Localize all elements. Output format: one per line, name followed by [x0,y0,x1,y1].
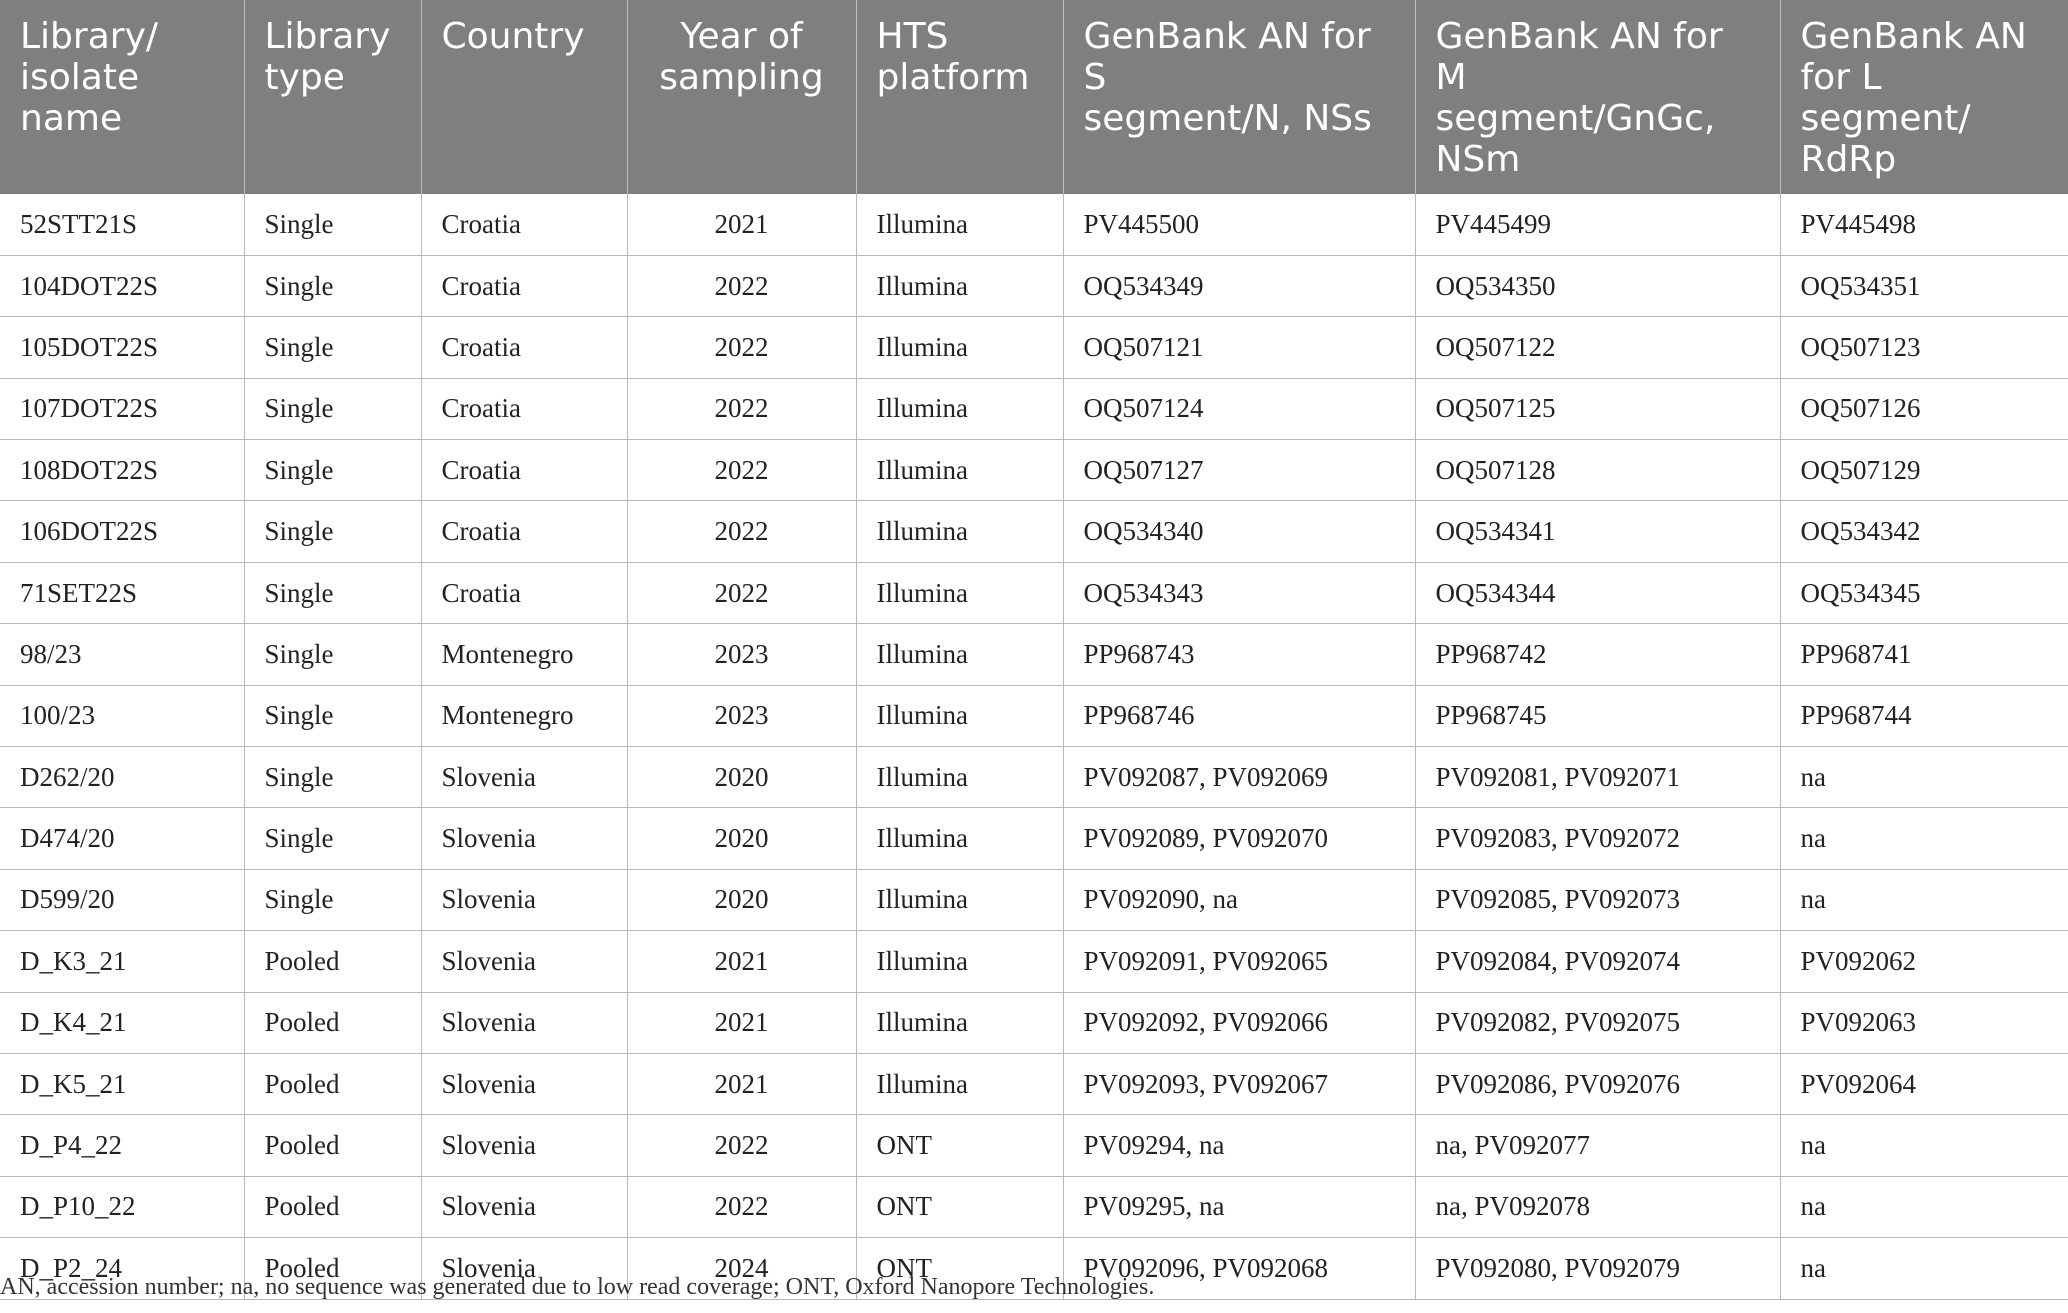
cell-library-name: 105DOT22S [0,317,244,378]
cell-s-segment-an: OQ534343 [1063,562,1415,623]
cell-platform: Illumina [856,624,1063,685]
cell-year: 2022 [627,317,856,378]
cell-platform: Illumina [856,194,1063,255]
cell-library-type: Single [244,747,421,808]
cell-s-segment-an: PV092087, PV092069 [1063,747,1415,808]
cell-m-segment-an: OQ507125 [1415,378,1780,439]
header-genbank-s-segment: GenBank AN for S segment/N, NSs [1063,0,1415,194]
cell-country: Slovenia [421,808,627,869]
cell-library-name: D_K3_21 [0,931,244,992]
cell-year: 2024 [627,1238,856,1299]
cell-l-segment-an: na [1780,1238,2068,1299]
cell-country: Croatia [421,255,627,316]
cell-library-name: D474/20 [0,808,244,869]
header-genbank-l-segment: GenBank AN for L segment/ RdRp [1780,0,2068,194]
cell-platform: Illumina [856,440,1063,501]
cell-s-segment-an: OQ507121 [1063,317,1415,378]
cell-m-segment-an: OQ534344 [1415,562,1780,623]
cell-year: 2020 [627,747,856,808]
cell-library-type: Single [244,562,421,623]
table-row [0,992,2068,1053]
cell-year: 2021 [627,194,856,255]
cell-l-segment-an: PV092064 [1780,1053,2068,1114]
table-row [0,1115,2068,1176]
cell-m-segment-an: PV092086, PV092076 [1415,1053,1780,1114]
cell-library-name: 106DOT22S [0,501,244,562]
cell-country: Croatia [421,501,627,562]
header-library-isolate-name: Library/ isolate name [0,0,244,194]
cell-library-name: 52STT21S [0,194,244,255]
cell-library-name: D_P2_24 [0,1238,244,1299]
cell-l-segment-an: OQ534345 [1780,562,2068,623]
cell-s-segment-an: PV09294, na [1063,1115,1415,1176]
cell-library-name: D_P10_22 [0,1176,244,1237]
cell-m-segment-an: PV092081, PV092071 [1415,747,1780,808]
cell-year: 2022 [627,1176,856,1237]
table-row [0,194,2068,255]
cell-library-type: Single [244,317,421,378]
cell-year: 2022 [627,562,856,623]
header-library-type: Library type [244,0,421,194]
header-country: Country [421,0,627,194]
cell-s-segment-an: PP968746 [1063,685,1415,746]
cell-platform: Illumina [856,1053,1063,1114]
header-row [0,0,2068,194]
cell-m-segment-an: OQ534350 [1415,255,1780,316]
table-row [0,808,2068,869]
cell-m-segment-an: PV092083, PV092072 [1415,808,1780,869]
cell-country: Croatia [421,378,627,439]
cell-m-segment-an: PV092084, PV092074 [1415,931,1780,992]
header-genbank-m-segment: GenBank AN for M segment/GnGc, NSm [1415,0,1780,194]
cell-m-segment-an: PP968745 [1415,685,1780,746]
cell-platform: Illumina [856,501,1063,562]
cell-library-type: Single [244,378,421,439]
cell-country: Montenegro [421,624,627,685]
cell-l-segment-an: OQ534342 [1780,501,2068,562]
table-row [0,317,2068,378]
cell-m-segment-an: PV092082, PV092075 [1415,992,1780,1053]
table-row [0,440,2068,501]
cell-library-type: Single [244,869,421,930]
cell-platform: ONT [856,1238,1063,1299]
cell-s-segment-an: PP968743 [1063,624,1415,685]
cell-s-segment-an: PV09295, na [1063,1176,1415,1237]
cell-year: 2021 [627,992,856,1053]
cell-year: 2022 [627,1115,856,1176]
cell-library-name: 108DOT22S [0,440,244,501]
cell-m-segment-an: OQ534341 [1415,501,1780,562]
cell-library-type: Pooled [244,1176,421,1237]
cell-library-name: D_K4_21 [0,992,244,1053]
cell-library-type: Single [244,440,421,501]
cell-year: 2020 [627,869,856,930]
cell-platform: Illumina [856,378,1063,439]
cell-country: Slovenia [421,931,627,992]
cell-library-name: D599/20 [0,869,244,930]
cell-country: Slovenia [421,1238,627,1299]
header-hts-platform: HTS platform [856,0,1063,194]
cell-s-segment-an: PV445500 [1063,194,1415,255]
cell-m-segment-an: OQ507122 [1415,317,1780,378]
cell-l-segment-an: na [1780,747,2068,808]
table-body [0,194,2068,1299]
cell-country: Croatia [421,562,627,623]
cell-s-segment-an: OQ534340 [1063,501,1415,562]
cell-l-segment-an: na [1780,1115,2068,1176]
cell-platform: Illumina [856,317,1063,378]
cell-library-type: Pooled [244,992,421,1053]
table-row [0,624,2068,685]
table-row [0,1176,2068,1237]
cell-year: 2023 [627,624,856,685]
cell-m-segment-an: OQ507128 [1415,440,1780,501]
cell-s-segment-an: OQ534349 [1063,255,1415,316]
cell-country: Slovenia [421,992,627,1053]
cell-library-type: Pooled [244,1115,421,1176]
cell-m-segment-an: na, PV092078 [1415,1176,1780,1237]
cell-year: 2021 [627,931,856,992]
cell-l-segment-an: OQ507126 [1780,378,2068,439]
cell-s-segment-an: PV092090, na [1063,869,1415,930]
cell-l-segment-an: PP968744 [1780,685,2068,746]
table-row [0,378,2068,439]
cell-m-segment-an: PV092085, PV092073 [1415,869,1780,930]
cell-l-segment-an: OQ507123 [1780,317,2068,378]
cell-l-segment-an: na [1780,808,2068,869]
table-row [0,931,2068,992]
cell-library-name: D_K5_21 [0,1053,244,1114]
cell-library-name: 100/23 [0,685,244,746]
table-row [0,255,2068,316]
cell-country: Slovenia [421,1115,627,1176]
cell-library-type: Single [244,624,421,685]
cell-platform: Illumina [856,808,1063,869]
table-footnote: AN, accession number; na, no sequence was generated due to low read coverage; ONT, Oxford Nanopore Technologies. [0,1274,1155,1300]
cell-platform: Illumina [856,562,1063,623]
cell-platform: Illumina [856,869,1063,930]
cell-year: 2022 [627,501,856,562]
cell-library-name: D262/20 [0,747,244,808]
cell-s-segment-an: OQ507127 [1063,440,1415,501]
table-row [0,1053,2068,1114]
cell-s-segment-an: PV092096, PV092068 [1063,1238,1415,1299]
cell-l-segment-an: PV445498 [1780,194,2068,255]
cell-library-type: Single [244,501,421,562]
cell-platform: Illumina [856,992,1063,1053]
table-row [0,869,2068,930]
cell-country: Croatia [421,440,627,501]
cell-l-segment-an: OQ534351 [1780,255,2068,316]
cell-m-segment-an: PV092080, PV092079 [1415,1238,1780,1299]
cell-library-type: Pooled [244,1238,421,1299]
table-row [0,562,2068,623]
cell-platform: Illumina [856,931,1063,992]
cell-s-segment-an: PV092089, PV092070 [1063,808,1415,869]
cell-platform: Illumina [856,747,1063,808]
cell-year: 2022 [627,255,856,316]
cell-l-segment-an: OQ507129 [1780,440,2068,501]
cell-s-segment-an: PV092092, PV092066 [1063,992,1415,1053]
cell-year: 2021 [627,1053,856,1114]
cell-library-name: 71SET22S [0,562,244,623]
cell-library-type: Single [244,194,421,255]
cell-library-name: 98/23 [0,624,244,685]
cell-year: 2022 [627,378,856,439]
cell-country: Slovenia [421,747,627,808]
cell-country: Montenegro [421,685,627,746]
cell-platform: ONT [856,1115,1063,1176]
cell-library-type: Pooled [244,1053,421,1114]
cell-library-name: D_P4_22 [0,1115,244,1176]
cell-platform: ONT [856,1176,1063,1237]
cell-m-segment-an: na, PV092077 [1415,1115,1780,1176]
cell-year: 2022 [627,440,856,501]
cell-l-segment-an: na [1780,1176,2068,1237]
cell-l-segment-an: PV092062 [1780,931,2068,992]
table-row [0,685,2068,746]
cell-l-segment-an: na [1780,869,2068,930]
cell-country: Croatia [421,194,627,255]
cell-year: 2023 [627,685,856,746]
header-year-of-sampling: Year of sampling [627,0,856,194]
cell-country: Croatia [421,317,627,378]
cell-l-segment-an: PV092063 [1780,992,2068,1053]
cell-s-segment-an: PV092091, PV092065 [1063,931,1415,992]
cell-country: Slovenia [421,869,627,930]
cell-s-segment-an: OQ507124 [1063,378,1415,439]
cell-m-segment-an: PV445499 [1415,194,1780,255]
cell-country: Slovenia [421,1053,627,1114]
cell-country: Slovenia [421,1176,627,1237]
cell-library-type: Pooled [244,931,421,992]
cell-library-type: Single [244,685,421,746]
cell-platform: Illumina [856,685,1063,746]
table-header [0,0,2068,194]
cell-library-name: 104DOT22S [0,255,244,316]
cell-year: 2020 [627,808,856,869]
table-row [0,747,2068,808]
cell-l-segment-an: PP968741 [1780,624,2068,685]
cell-library-type: Single [244,808,421,869]
cell-library-name: 107DOT22S [0,378,244,439]
cell-m-segment-an: PP968742 [1415,624,1780,685]
cell-platform: Illumina [856,255,1063,316]
cell-s-segment-an: PV092093, PV092067 [1063,1053,1415,1114]
cell-library-type: Single [244,255,421,316]
table-row [0,501,2068,562]
